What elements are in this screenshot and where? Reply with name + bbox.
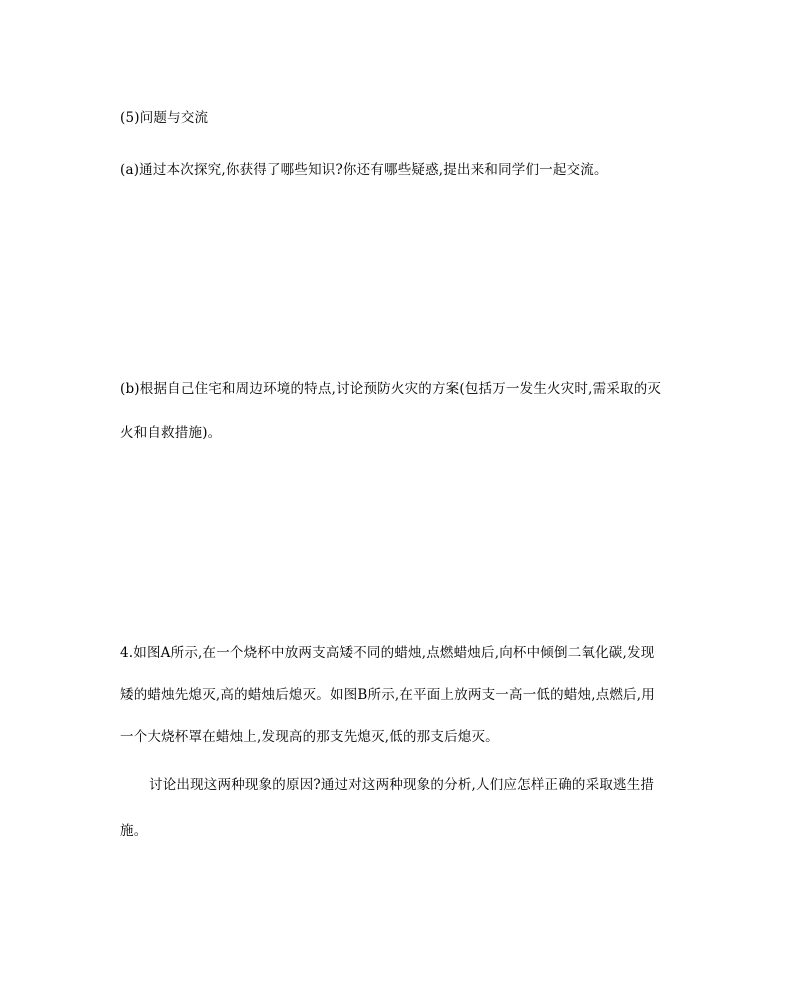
problem-4-line-1: 4.如图A所示,在一个烧杯中放两支高矮不同的蜡烛,点燃蜡烛后,向杯中倾倒二氧化碳,发现 xyxy=(120,645,655,661)
section-heading: (5)问题与交流 xyxy=(120,110,209,126)
problem-4-line-2: 矮的蜡烛先熄灭,高的蜡烛后熄灭。如图B所示,在平面上放两支一高一低的蜡烛,点燃后,用 xyxy=(120,687,655,703)
problem-4-discussion-line-1: 讨论出现这两种现象的原因?通过对这两种现象的分析,人们应怎样正确的采取逃生措 xyxy=(149,777,655,793)
question-b-line-1: (b)根据自己住宅和周边环境的特点,讨论预防火灾的方案(包括万一发生火灾时,需采取的灭 xyxy=(120,381,662,397)
problem-4-line-3: 一个大烧杯罩在蜡烛上,发现高的那支先熄灭,低的那支后熄灭。 xyxy=(120,729,499,745)
question-a: (a)通过本次探究,你获得了哪些知识?你还有哪些疑惑,提出来和同学们一起交流。 xyxy=(120,162,608,178)
problem-4-discussion-line-2: 施。 xyxy=(120,823,148,839)
question-b-line-2: 火和自救措施)。 xyxy=(120,425,222,441)
